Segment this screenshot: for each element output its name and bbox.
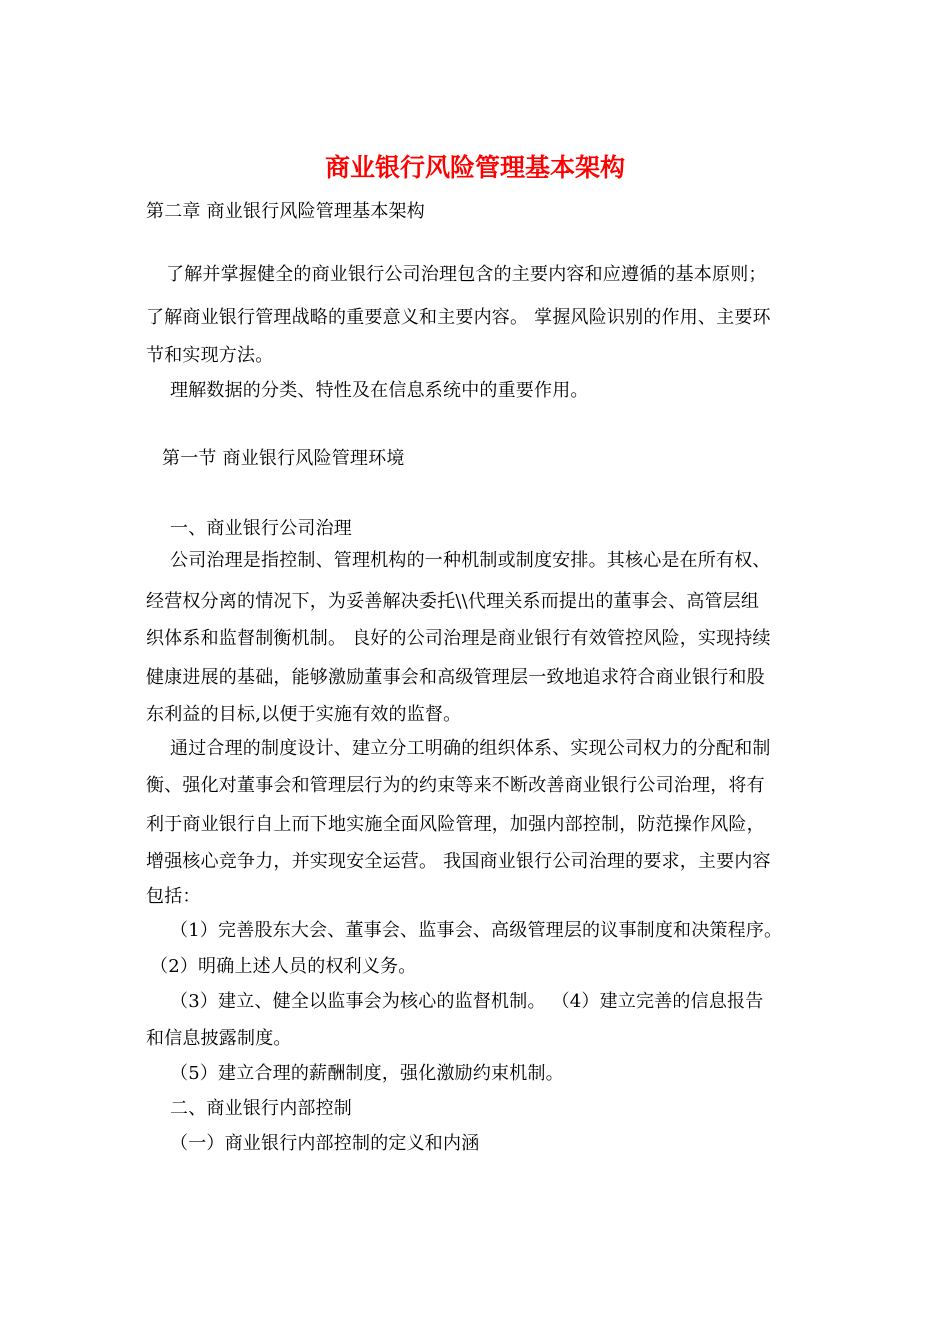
paragraph-line: 经营权分离的情况下，为妥善解决委托\\代理关系而提出的董事会、高管层组 bbox=[146, 591, 760, 612]
subsection-heading: 二、商业银行内部控制 bbox=[170, 1098, 352, 1119]
paragraph-line: 理解数据的分类、特性及在信息系统中的重要作用。 bbox=[170, 380, 589, 401]
chapter-heading: 第二章 商业银行风险管理基本架构 bbox=[146, 201, 425, 222]
list-item: 和信息披露制度。 bbox=[146, 1028, 292, 1049]
list-item: （3）建立、健全以监事会为核心的监督机制。 （4）建立完善的信息报告 bbox=[170, 991, 764, 1012]
paragraph-line: 增强核心竞争力，并实现安全运营。 我国商业银行公司治理的要求，主要内容 bbox=[146, 851, 771, 872]
paragraph-line: 了解商业银行管理战略的重要意义和主要内容。 掌握风险识别的作用、主要环 bbox=[146, 307, 771, 328]
paragraph-line: 通过合理的制度设计、建立分工明确的组织体系、实现公司权力的分配和制 bbox=[170, 738, 771, 759]
list-item: （5）建立合理的薪酬制度，强化激励约束机制。 bbox=[170, 1063, 564, 1084]
paragraph-line: 织体系和监督制衡机制。 良好的公司治理是商业银行有效管控风险，实现持续 bbox=[146, 628, 771, 649]
subsection-heading: 一、商业银行公司治理 bbox=[170, 518, 352, 539]
paragraph-line: 健康进展的基础，能够激励董事会和高级管理层一致地追求符合商业银行和股 bbox=[146, 667, 765, 688]
paragraph-line: 衡、强化对董事会和管理层行为的约束等来不断改善商业银行公司治理，将有 bbox=[146, 775, 765, 796]
paragraph-line: 了解并掌握健全的商业银行公司治理包含的主要内容和应遵循的基本原则； bbox=[166, 264, 767, 285]
subsection-heading: （一）商业银行内部控制的定义和内涵 bbox=[170, 1133, 480, 1154]
list-item: （2）明确上述人员的权利义务。 bbox=[150, 956, 417, 977]
document-title: 商业银行风险管理基本架构 bbox=[324, 153, 625, 182]
paragraph-line: 利于商业银行自上而下地实施全面风险管理，加强内部控制，防范操作风险， bbox=[146, 814, 765, 835]
paragraph-line: 节和实现方法。 bbox=[146, 345, 274, 366]
paragraph-line: 东利益的目标,以便于实施有效的监督。 bbox=[146, 704, 462, 725]
paragraph-line: 包括： bbox=[146, 886, 201, 907]
list-item: （1）完善股东大会、董事会、监事会、高级管理层的议事制度和决策程序。 bbox=[170, 920, 783, 941]
paragraph-line: 公司治理是指控制、管理机构的一种机制或制度安排。其核心是在所有权、 bbox=[170, 550, 771, 571]
section-heading: 第一节 商业银行风险管理环境 bbox=[162, 448, 405, 469]
